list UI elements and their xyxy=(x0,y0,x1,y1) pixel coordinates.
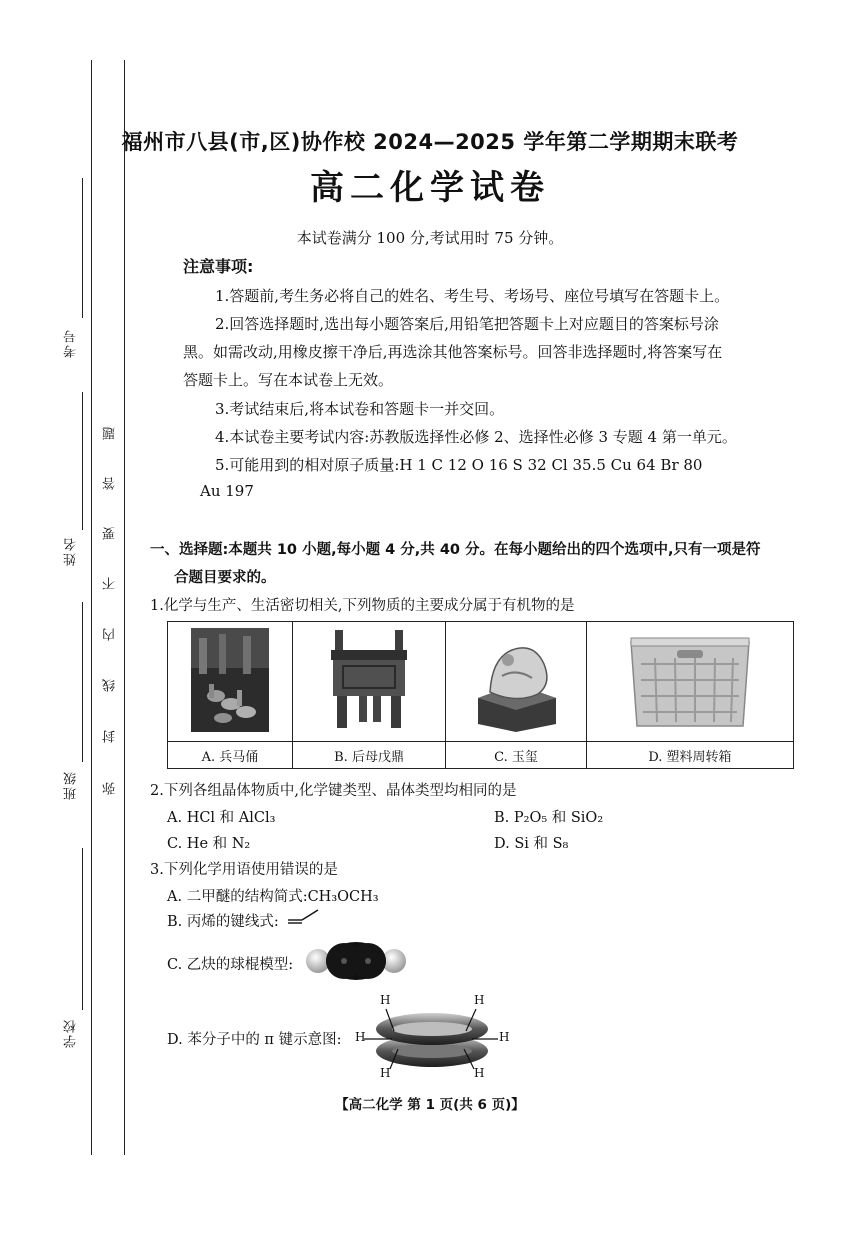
hydrogen-label: H xyxy=(499,1030,510,1044)
note-3: 3.考试结束后,将本试卷和答题卡一并交回。 xyxy=(215,400,505,418)
question-2-stem: 2.下列各组晶体物质中,化学键类型、晶体类型均相同的是 xyxy=(150,783,517,799)
hydrogen-label: H xyxy=(474,1066,485,1080)
propene-skeletal-formula xyxy=(286,908,320,924)
seal-char: 题 xyxy=(103,427,118,440)
option-c-caption: C. 玉玺 xyxy=(446,742,587,769)
class-field[interactable] xyxy=(82,602,83,762)
name-label: 姓名 xyxy=(64,536,79,566)
plastic-crate-image xyxy=(625,628,755,732)
hydrogen-label: H xyxy=(380,1066,391,1080)
seal-char: 线 xyxy=(103,679,118,692)
question-2-option-c[interactable]: C. He 和 N₂ xyxy=(167,836,251,852)
question-3-stem: 3.下列化学用语使用错误的是 xyxy=(150,862,338,878)
note-1: 1.答题前,考生务必将自己的姓名、考生号、考场号、座位号填写在答题卡上。 xyxy=(215,287,730,305)
exam-info: 本试卷满分 100 分,考试用时 75 分钟。 xyxy=(296,229,564,247)
option-c-image-cell[interactable] xyxy=(446,622,587,742)
class-label: 班级 xyxy=(64,770,79,800)
note-2: 2.回答选择题时,选出每小题答案后,用铅笔把答题卡上对应题目的答案标号涂 xyxy=(215,315,719,333)
page-footer: 【高二化学 第 1 页(共 6 页)】 xyxy=(335,1097,525,1113)
note-5-cont: Au 197 xyxy=(200,482,254,500)
seal-char: 弥 xyxy=(103,782,118,795)
seal-char: 内 xyxy=(103,628,118,641)
question-3-option-d[interactable]: D. 苯分子中的 π 键示意图: xyxy=(167,1032,342,1048)
question-3-option-b[interactable]: B. 丙烯的键线式: xyxy=(167,914,279,930)
hydrogen-label: H xyxy=(474,993,485,1007)
note-2-cont: 黑。如需改动,用橡皮擦干净后,再选涂其他答案标号。回答非选择题时,将答案写在 xyxy=(183,343,723,361)
hydrogen-label: H xyxy=(380,993,391,1007)
jade-seal-image xyxy=(472,628,560,732)
bronze-ding-image xyxy=(321,628,417,732)
note-2-cont: 答题卡上。写在本试卷上无效。 xyxy=(183,371,394,389)
question-2-option-d[interactable]: D. Si 和 S₈ xyxy=(494,836,569,852)
school-label: 学校 xyxy=(64,1018,79,1048)
question-3-option-c[interactable]: C. 乙炔的球棍模型: xyxy=(167,957,294,973)
exam-number-label: 考号 xyxy=(64,328,79,358)
option-d-image-cell[interactable] xyxy=(586,622,793,742)
acetylene-ball-stick-model xyxy=(304,941,408,981)
school-field[interactable] xyxy=(82,848,83,1010)
terracotta-warriors-image xyxy=(191,628,269,732)
binding-line-inner xyxy=(124,60,125,1155)
question-3-option-a[interactable]: A. 二甲醚的结构简式:CH₃OCH₃ xyxy=(167,889,379,905)
option-a-caption: A. 兵马俑 xyxy=(168,742,293,769)
note-4: 4.本试卷主要考试内容:苏教版选择性必修 2、选择性必修 3 专题 4 第一单元。 xyxy=(215,428,737,446)
paper-title: 高二化学试卷 xyxy=(310,168,550,208)
option-a-image-cell[interactable] xyxy=(168,622,293,742)
option-b-image-cell[interactable] xyxy=(292,622,445,742)
section-heading-cont: 合题目要求的。 xyxy=(174,570,276,586)
seal-char: 封 xyxy=(103,730,118,743)
question-2-option-b[interactable]: B. P₂O₅ 和 SiO₂ xyxy=(494,810,604,826)
hydrogen-label: H xyxy=(355,1030,366,1044)
option-d-caption: D. 塑料周转箱 xyxy=(586,742,793,769)
question-2-option-a[interactable]: A. HCl 和 AlCl₃ xyxy=(167,810,276,826)
seal-char: 要 xyxy=(103,527,118,540)
seal-char: 不 xyxy=(103,577,118,590)
note-5: 5.可能用到的相对原子质量:H 1 C 12 O 16 S 32 Cl 35.5 Cu 64 Br 80 xyxy=(215,456,703,474)
notes-heading: 注意事项: xyxy=(183,257,254,276)
section-heading: 一、选择题:本题共 10 小题,每小题 4 分,共 40 分。在每小题给出的四个选项中,只有一项是符 xyxy=(150,542,761,558)
question-1-options-table xyxy=(167,621,794,769)
option-b-caption: B. 后母戊鼎 xyxy=(292,742,445,769)
binding-line-outer xyxy=(91,60,92,1155)
seal-char: 答 xyxy=(103,477,118,490)
question-1-stem: 1.化学与生产、生活密切相关,下列物质的主要成分属于有机物的是 xyxy=(150,598,575,614)
exam-title: 福州市八县(市,区)协作校 2024—2025 学年第二学期期末联考 xyxy=(121,130,739,154)
name-field[interactable] xyxy=(82,392,83,530)
